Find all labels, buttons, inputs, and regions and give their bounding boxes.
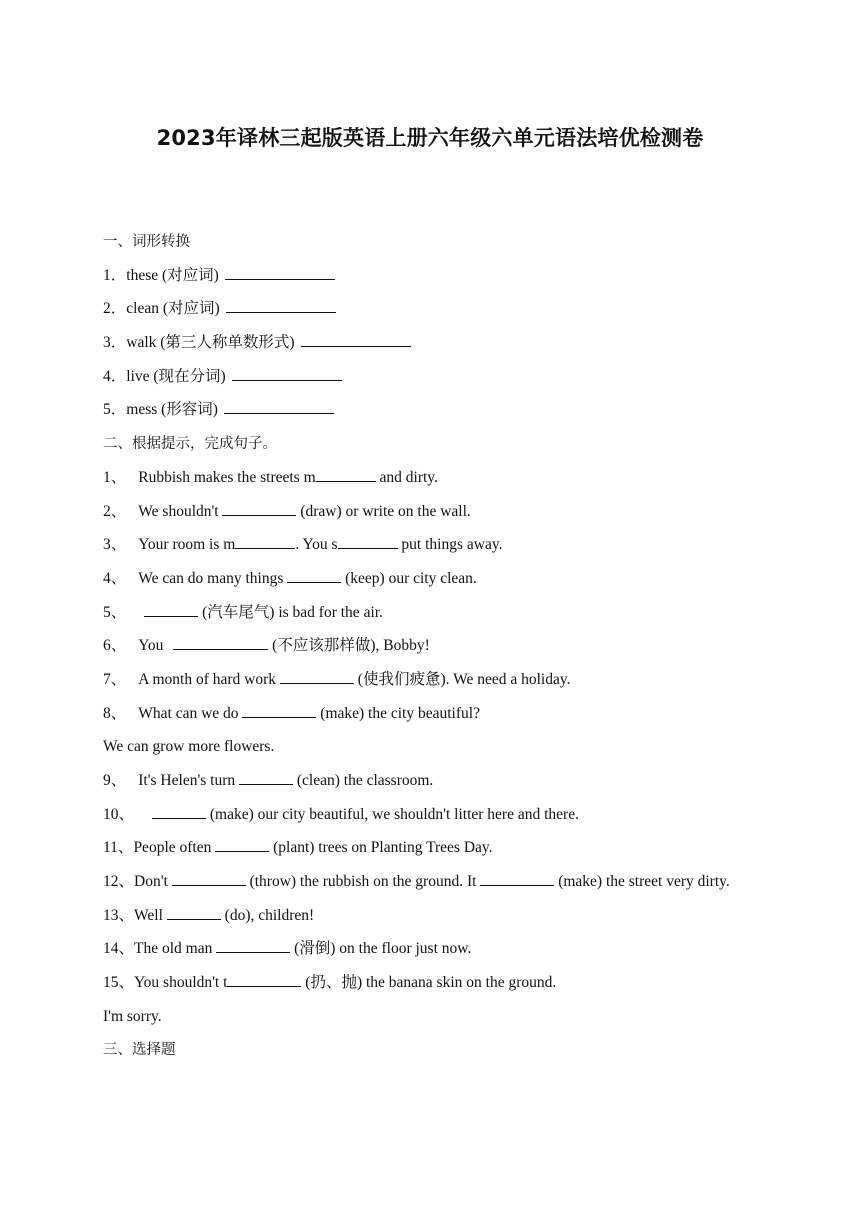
answer-blank[interactable] [287, 567, 341, 583]
section-heading: 二、根据提示，完成句子。 [103, 436, 277, 453]
question-text: You [138, 637, 168, 655]
answer-blank[interactable] [227, 971, 301, 987]
answer-line: We can grow more flowers. [103, 738, 275, 756]
answer-blank[interactable] [480, 870, 554, 886]
answer-blank[interactable] [173, 634, 268, 650]
question-item [103, 701, 765, 735]
page-title: 2023年译林三起版英语上册六年级六单元语法培优检测卷 [156, 126, 704, 150]
question-item [103, 499, 765, 533]
question-text: and dirty. [375, 468, 438, 486]
question-item [103, 364, 765, 398]
answer-blank[interactable] [225, 264, 335, 280]
question-item [103, 768, 765, 802]
question-text: A month of hard work [138, 670, 280, 688]
question-text: Rubbish makes the streets m [138, 468, 316, 486]
question-text: these (对应词) [126, 266, 219, 284]
question-number: 6、 [103, 637, 127, 655]
question-item [103, 936, 765, 970]
question-number: 2． [103, 300, 127, 318]
question-text: (make) the city beautiful? [316, 704, 480, 722]
worksheet-content [103, 229, 765, 1071]
answer-blank[interactable] [226, 297, 336, 313]
question-item [103, 566, 765, 600]
question-text: live (现在分词) [126, 367, 226, 385]
question-text: (make) the street very dirty. [554, 873, 730, 891]
question-text: walk (第三人称单数形式) [126, 334, 295, 352]
question-number: 4、 [103, 569, 127, 587]
question-text: (throw) the rubbish on the ground. It [245, 873, 481, 891]
question-number: 5． [103, 401, 127, 419]
question-text: mess (形容词) [126, 401, 218, 419]
answer-blank[interactable] [152, 803, 206, 819]
question-item [103, 330, 765, 364]
question-item [103, 465, 765, 499]
question-item [103, 667, 765, 701]
question-number: 3、 [103, 536, 127, 554]
question-number: 9、 [103, 772, 127, 789]
question-number: 4． [103, 367, 127, 385]
question-item [103, 802, 765, 836]
question-number: 12、 [103, 873, 135, 891]
question-number: 10、 [103, 805, 135, 823]
section-heading: 一、词形转换 [103, 234, 190, 250]
answer-blank[interactable] [239, 769, 293, 785]
question-item [103, 532, 765, 566]
question-text: (滑倒) on the floor just now. [290, 940, 472, 958]
answer-blank[interactable] [144, 601, 198, 617]
question-text: (汽车尾气) is bad for the air. [198, 603, 383, 621]
question-text: (keep) our city clean. [341, 569, 477, 587]
question-text: (扔、抛) the banana skin on the ground. [301, 973, 557, 991]
question-text: (不应该那样做), Bobby! [268, 637, 430, 655]
question-number: 13、 [103, 906, 135, 924]
question-text: (plant) trees on Planting Trees Day. [269, 839, 493, 857]
question-text: The old man [134, 940, 217, 958]
question-text: People often [133, 839, 216, 857]
answer-blank[interactable] [242, 702, 316, 718]
question-text: What can we do [138, 704, 243, 722]
answer-blank[interactable] [172, 870, 246, 886]
question-text: (clean) the classroom. [293, 772, 434, 789]
question-text: (使我们疲惫). We need a holiday. [353, 670, 571, 688]
answer-blank[interactable] [215, 836, 269, 852]
question-item [103, 263, 765, 297]
question-number: 1、 [103, 468, 127, 486]
question-text: (do), children! [220, 906, 315, 924]
question-number: 5、 [103, 603, 127, 621]
question-text: Your room is m [138, 536, 236, 554]
question-number: 8、 [103, 704, 127, 722]
question-number: 14、 [103, 940, 135, 958]
question-number: 3． [103, 334, 127, 352]
question-text: You shouldn't t [134, 973, 228, 991]
answer-blank[interactable] [316, 466, 376, 482]
answer-blank[interactable] [222, 500, 296, 516]
answer-blank[interactable] [232, 365, 342, 381]
answer-blank[interactable] [235, 533, 295, 549]
question-item [103, 397, 765, 431]
question-number: 15、 [103, 973, 135, 991]
question-number: 2、 [103, 502, 127, 520]
answer-blank[interactable] [280, 668, 354, 684]
question-text: (make) our city beautiful, we shouldn't litter here and there. [206, 805, 579, 823]
answer-blank[interactable] [216, 937, 290, 953]
question-text: clean (对应词) [126, 300, 220, 318]
section-heading: 三、选择题 [103, 1042, 176, 1059]
question-item [103, 970, 765, 1004]
question-text: put things away. [397, 536, 503, 554]
question-item [103, 865, 765, 899]
question-item [103, 903, 765, 937]
answer-blank[interactable] [338, 533, 398, 549]
question-text: Well [134, 906, 167, 924]
question-item [103, 633, 765, 667]
question-text: (draw) or write on the wall. [296, 502, 471, 520]
question-text: . You s [295, 536, 338, 554]
answer-line: I'm sorry. [103, 1007, 162, 1025]
question-item [103, 296, 765, 330]
question-item [103, 835, 765, 869]
question-number: 7、 [103, 670, 127, 688]
question-number: 11、 [103, 839, 134, 857]
question-text: Don't [134, 873, 172, 891]
question-text: We shouldn't [138, 502, 223, 520]
question-item [103, 600, 765, 634]
answer-blank[interactable] [224, 398, 334, 414]
question-number: 1． [103, 266, 127, 284]
answer-blank[interactable] [167, 904, 221, 920]
question-text: We can do many things [138, 569, 288, 587]
question-text: It's Helen's turn [138, 772, 239, 789]
answer-blank[interactable] [301, 331, 411, 347]
